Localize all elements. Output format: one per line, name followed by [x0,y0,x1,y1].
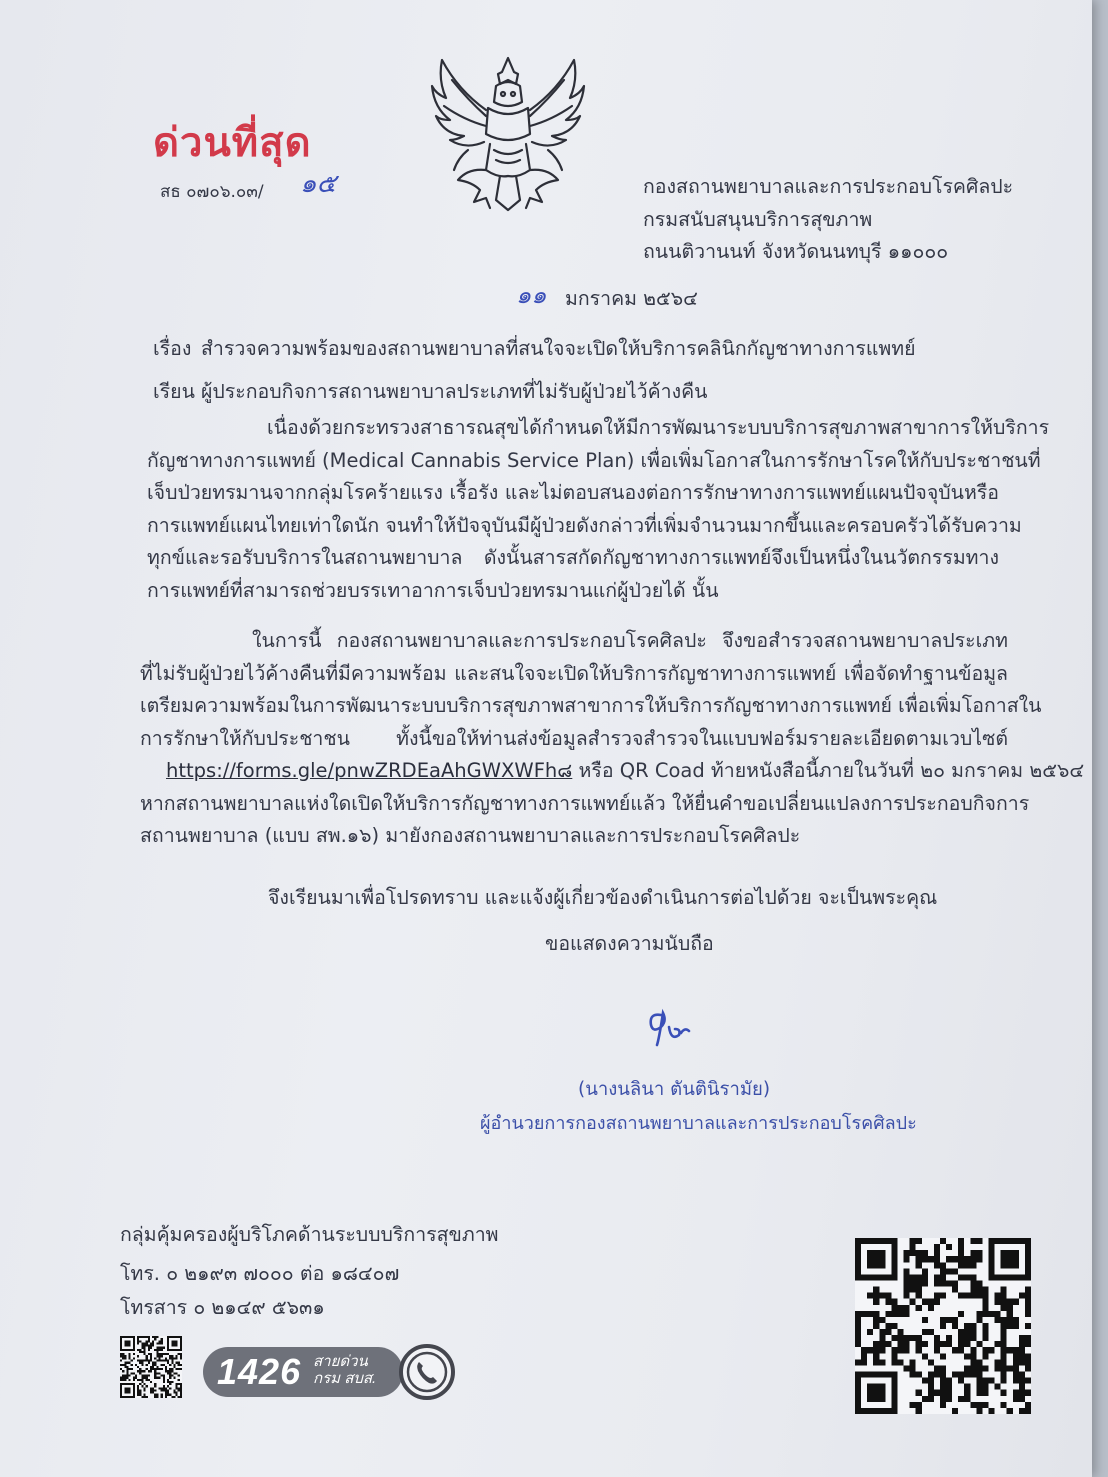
signatory-position: ผู้อำนวยการกองสถานพยาบาลและการประกอบโรคศิลปะ [480,1113,917,1134]
paragraph-line: ทุกข์และรอรับบริการในสถานพยาบาล ดังนั้นสารสกัดกัญชาทางการแพทย์จึงเป็นหนึ่งในนวัตกรรมทาง [147,546,999,569]
hotline-number: 1426 [217,1351,302,1392]
reference-prefix: สธ ๐๗๐๖.๐๓/ [160,182,264,202]
paragraph-line: สถานพยาบาล (แบบ สพ.๑๖) มายังกองสถานพยาบาลและการประกอบโรคศิลปะ [140,824,801,847]
hotline-label [313,1353,376,1387]
subject-text: สำรวจความพร้อมของสถานพยาบาลที่สนใจจะเปิดให้บริการคลินิกกัญชาทางการแพทย์ [201,337,916,360]
paragraph-line: เจ็บป่วยทรมานจากกลุ่มโรคร้ายแรง เรื้อรัง และไม่ตอบสนองต่อการรักษาทางการแพทย์แผนปัจจุบันหรือ [147,481,999,504]
footer-fax: โทรสาร ๐ ๒๑๔๙ ๕๖๓๑ [120,1296,325,1319]
body-paragraph-2 [140,625,1085,853]
date-month-year: มกราคม ๒๕๖๔ [565,287,698,310]
org-line-1: กองสถานพยาบาลและการประกอบโรคศิลปะ [643,175,1014,198]
hotline-label-line-2: กรม สบส. [313,1370,377,1387]
paragraph-line: หากสถานพยาบาลแห่งใดเปิดให้บริการกัญชาทางการแพทย์แล้ว ให้ยื่นคำขอเปลี่ยนแปลงการประกอบกิจการ [140,791,1030,815]
recipient-label: เรียน [153,380,195,403]
subject-label: เรื่อง [153,337,192,360]
closing-line: จึงเรียนมาเพื่อโปรดทราบ และแจ้งผู้เกี่ยวข้องดำเนินการต่อไปด้วย จะเป็นพระคุณ [268,886,938,909]
qr-code-icon [855,1236,1031,1416]
survey-form-link[interactable]: https://forms.gle/pnwZRDEaAhGWXWFh๘ [166,759,573,782]
paragraph-line: กัญชาทางการแพทย์ (Medical Cannabis Service Plan) เพื่อเพิ่มโอกาสในการรักษาโรคให้กับประชาชนที่ [147,448,1041,472]
reference-number: ๑๕ [300,169,337,199]
footer-unit: กลุ่มคุ้มครองผู้บริโภคด้านระบบบริการสุขภาพ [120,1223,499,1246]
qr-code-icon [120,1335,182,1399]
footer-phone: โทร. ๐ ๒๑๙๓ ๗๐๐๐ ต่อ ๑๘๔๐๗ [120,1262,400,1285]
paragraph-line: การแพทย์แผนไทยเท่าใดนัก จนทำให้ปัจจุบันมีผู้ป่วยดังกล่าวที่เพิ่มจำนวนมากขึ้นและครอบครัวได้รับความ [147,513,1022,537]
garuda-emblem-icon [428,50,588,215]
paragraph-line: เตรียมความพร้อมในการพัฒนาระบบบริการสุขภาพสาขาการให้บริการกัญชาทางการแพทย์ เพื่อเพิ่มโอกาสใน [140,694,1042,717]
hotline-label-line-1: สายด่วน [313,1353,368,1370]
body-paragraph-1 [147,412,1050,607]
phone-icon [398,1343,456,1401]
paragraph-line: ในการนี้ กองสถานพยาบาลและการประกอบโรคศิลปะ จึงขอสำรวจสถานพยาบาลประเภท [252,629,1008,652]
paragraph-line: การรักษาให้กับประชาชน ทั้งนี้ขอให้ท่านส่งข้อมูลสำรวจสำรวจในแบบฟอร์มรายละเอียดตามเวบไซต์ [140,726,1008,750]
paragraph-line: การแพทย์ที่สามารถช่วยบรรเทาอาการเจ็บป่วยทรมานแก่ผู้ป่วยได้ นั้น [147,578,719,602]
paragraph-line-with-link [140,755,1085,788]
org-line-3: ถนนติวานนท์ จังหวัดนนทบุรี ๑๑๐๐๐ [643,240,949,263]
signatory-name: (นางนลินา ตันตินิรามัย) [578,1079,771,1100]
hotline-badge [203,1347,403,1397]
link-tail-text: หรือ QR Coad ท้ายหนังสือนี้ภายในวันที่ ๒๐ มกราคม ๒๕๖๔ [578,759,1085,782]
urgent-stamp: ด่วนที่สุด [153,120,312,166]
org-line-2: กรมสนับสนุนบริการสุขภาพ [643,208,873,231]
date-day: ๑๑ [516,281,547,309]
paragraph-line: เนื่องด้วยกระทรวงสาธารณสุขได้กำหนดให้มีการพัฒนาระบบบริการสุขภาพสาขาการให้บริการ [267,416,1050,439]
signature [645,1005,695,1050]
recipient-text: ผู้ประกอบกิจการสถานพยาบาลประเภทที่ไม่รับผู้ป่วยไว้ค้างคืน [201,380,708,403]
paragraph-line: ที่ไม่รับผู้ป่วยไว้ค้างคืนที่มีความพร้อม และสนใจจะเปิดให้บริการกัญชาทางการแพทย์ เพื่อจัดทำฐานข้อมูล [140,661,1008,685]
salutation: ขอแสดงความนับถือ [545,932,714,955]
